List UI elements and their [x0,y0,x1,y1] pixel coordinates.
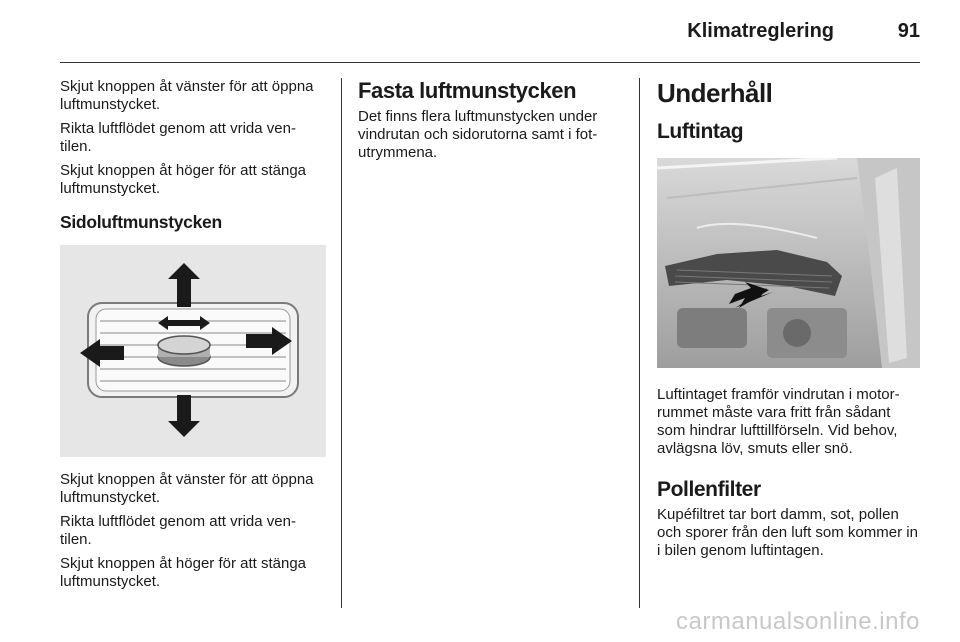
column-divider [639,78,640,608]
paragraph-close-side-vent: Skjut knoppen åt höger för att stänga luftmunstycket. [60,555,306,590]
section-heading-pollen-filter: Pollenfilter [657,478,761,501]
page-number: 91 [897,20,920,42]
page-header [60,0,920,63]
section-heading-air-intake: Luftintag [657,120,744,143]
paragraph-fixed-vents: Det finns flera luftmunstycken under vindrutan och sidorutorna samt i fot-utrymmena. [358,108,598,161]
paragraph-direct-flow: Rikta luftflödet genom att vrida ven-tilen. [60,120,296,155]
side-vent-illustration [60,245,326,457]
section-heading-maintenance: Underhåll [657,78,773,108]
paragraph-open-vent: Skjut knoppen åt vänster för att öppna luftmunstycket. [60,78,314,113]
paragraph-pollen-filter: Kupéfiltret tar bort damm, sot, pollen och sporer från den luft som kommer in i bilen genom luftintagen. [657,506,918,559]
watermark: carmanualsonline.info [676,608,920,635]
paragraph-direct-side-flow: Rikta luftflödet genom att vrida ven-tilen. [60,513,296,548]
column-left [60,78,326,597]
column-right [657,78,920,566]
paragraph-air-intake: Luftintaget framför vindrutan i motor-rummet måste vara fritt från sådant som hindrar lufttillförseln. Vid behov, avlägsna löv, smuts eller snö. [657,386,900,457]
section-heading-side-vents: Sidoluftmunstycken [60,212,222,232]
section-heading-fixed-vents: Fasta luftmunstycken [358,78,577,103]
air-intake-photo [657,158,920,368]
paragraph-open-side-vent: Skjut knoppen åt vänster för att öppna luftmunstycket. [60,471,314,506]
page-title: Klimatreglering [687,20,834,42]
column-middle [358,78,620,168]
paragraph-close-vent: Skjut knoppen åt höger för att stänga luftmunstycket. [60,162,306,197]
column-divider [341,78,342,608]
